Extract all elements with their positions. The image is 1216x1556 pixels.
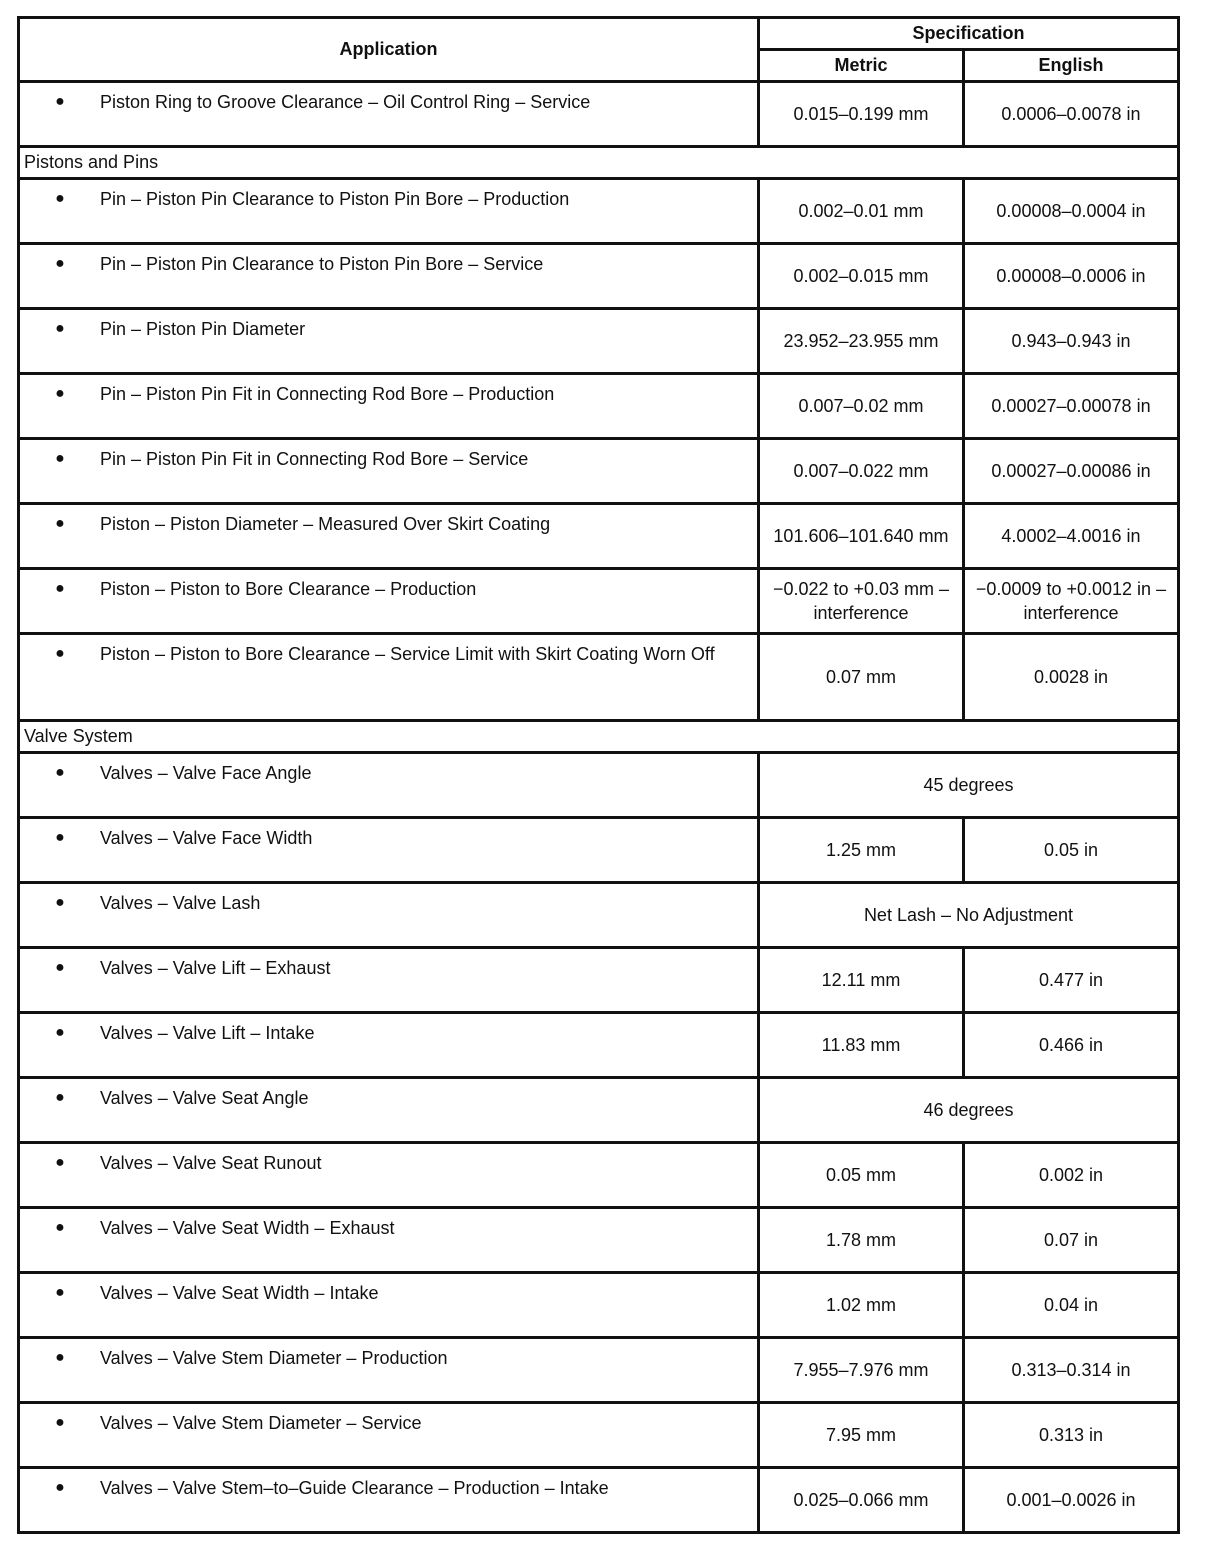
application-cell	[19, 883, 759, 948]
english-value: 0.00008–0.0004 in	[964, 179, 1179, 244]
application-text: Valves – Valve Seat Runout	[100, 1153, 322, 1173]
bullet-icon: ●	[55, 190, 65, 207]
english-value: 4.0002–4.0016 in	[964, 504, 1179, 569]
application-cell	[19, 569, 759, 634]
application-cell	[19, 1078, 759, 1143]
application-text: Pin – Piston Pin Diameter	[100, 319, 306, 339]
application-cell	[19, 1208, 759, 1273]
table-row	[19, 244, 1179, 309]
application-cell	[19, 818, 759, 883]
table-row	[19, 1013, 1179, 1078]
table-row	[19, 634, 1179, 721]
bullet-icon: ●	[55, 385, 65, 402]
metric-value: 1.25 mm	[759, 818, 964, 883]
english-value: 0.477 in	[964, 948, 1179, 1013]
bullet-icon: ●	[55, 894, 65, 911]
bullet-icon: ●	[55, 580, 65, 597]
application-text: Pin – Piston Pin Clearance to Piston Pin Bore – Service	[100, 254, 544, 274]
metric-value: 1.02 mm	[759, 1273, 964, 1338]
english-value: 0.00027–0.00078 in	[964, 374, 1179, 439]
spec-value: 45 degrees	[759, 753, 1179, 818]
application-cell	[19, 439, 759, 504]
application-cell	[19, 179, 759, 244]
bullet-icon: ●	[55, 1219, 65, 1236]
application-text: Valves – Valve Stem–to–Guide Clearance – Production – Intake	[100, 1478, 609, 1498]
application-text: Piston – Piston to Bore Clearance – Production	[100, 579, 477, 599]
section-row	[19, 721, 1179, 753]
metric-value-line: interference	[813, 603, 909, 623]
application-text: Valves – Valve Seat Width – Intake	[100, 1283, 379, 1303]
spec-value: 46 degrees	[759, 1078, 1179, 1143]
application-text: Pin – Piston Pin Fit in Connecting Rod Bore – Production	[100, 384, 555, 404]
english-value: 0.313–0.314 in	[964, 1338, 1179, 1403]
bullet-icon: ●	[55, 515, 65, 532]
metric-value: 0.002–0.01 mm	[759, 179, 964, 244]
english-value: 0.07 in	[964, 1208, 1179, 1273]
bullet-icon: ●	[55, 1349, 65, 1366]
application-cell	[19, 1338, 759, 1403]
header-english: English	[964, 50, 1179, 82]
metric-value: 7.95 mm	[759, 1403, 964, 1468]
application-text: Valves – Valve Stem Diameter – Service	[100, 1413, 422, 1433]
english-value-line: interference	[1023, 603, 1119, 623]
bullet-icon: ●	[55, 829, 65, 846]
metric-value-line: −0.022 to +0.03 mm –	[772, 579, 950, 599]
metric-value: 0.015–0.199 mm	[759, 82, 964, 147]
table-row	[19, 948, 1179, 1013]
metric-value: 101.606–101.640 mm	[759, 504, 964, 569]
bullet-icon: ●	[55, 1479, 65, 1496]
application-cell	[19, 244, 759, 309]
table-row	[19, 439, 1179, 504]
bullet-icon: ●	[55, 450, 65, 467]
bullet-icon: ●	[55, 320, 65, 337]
application-text: Valves – Valve Face Angle	[100, 763, 312, 783]
spec-value: Net Lash – No Adjustment	[759, 883, 1179, 948]
application-cell	[19, 634, 759, 721]
application-text: Piston Ring to Groove Clearance – Oil Control Ring – Service	[100, 92, 591, 112]
application-cell	[19, 374, 759, 439]
bullet-icon: ●	[55, 1284, 65, 1301]
english-value: 0.0006–0.0078 in	[964, 82, 1179, 147]
english-value: 0.00027–0.00086 in	[964, 439, 1179, 504]
bullet-icon: ●	[55, 1154, 65, 1171]
application-text: Valves – Valve Lift – Exhaust	[100, 958, 331, 978]
english-value: 0.313 in	[964, 1403, 1179, 1468]
metric-value: 11.83 mm	[759, 1013, 964, 1078]
application-text: Piston – Piston Diameter – Measured Over Skirt Coating	[100, 514, 551, 534]
application-cell	[19, 82, 759, 147]
english-value-line: −0.0009 to +0.0012 in –	[975, 579, 1167, 599]
english-value: 0.002 in	[964, 1143, 1179, 1208]
section-heading: Valve System	[19, 721, 1179, 753]
application-cell	[19, 753, 759, 818]
table-row	[19, 1208, 1179, 1273]
metric-value: 0.007–0.022 mm	[759, 439, 964, 504]
bullet-icon: ●	[55, 255, 65, 272]
application-cell	[19, 1143, 759, 1208]
metric-value: 0.002–0.015 mm	[759, 244, 964, 309]
table-row	[19, 1078, 1179, 1143]
application-cell	[19, 1403, 759, 1468]
bullet-icon: ●	[55, 93, 65, 110]
table-row	[19, 82, 1179, 147]
metric-value	[759, 569, 964, 634]
english-value: 0.00008–0.0006 in	[964, 244, 1179, 309]
application-cell	[19, 1013, 759, 1078]
table-row	[19, 1143, 1179, 1208]
table-row	[19, 569, 1179, 634]
english-value: 0.466 in	[964, 1013, 1179, 1078]
header-application: Application	[19, 18, 759, 82]
application-cell	[19, 1273, 759, 1338]
table-row	[19, 1403, 1179, 1468]
application-cell	[19, 504, 759, 569]
metric-value: 7.955–7.976 mm	[759, 1338, 964, 1403]
table-row	[19, 504, 1179, 569]
table-row	[19, 1273, 1179, 1338]
bullet-icon: ●	[55, 645, 65, 662]
metric-value: 23.952–23.955 mm	[759, 309, 964, 374]
section-heading: Pistons and Pins	[19, 147, 1179, 179]
table-row	[19, 818, 1179, 883]
table-row	[19, 1338, 1179, 1403]
table-row	[19, 1468, 1179, 1533]
table-row	[19, 309, 1179, 374]
application-cell	[19, 309, 759, 374]
section-row	[19, 147, 1179, 179]
application-text: Piston – Piston to Bore Clearance – Service Limit with Skirt Coating Worn Off	[100, 644, 715, 664]
metric-value: 0.05 mm	[759, 1143, 964, 1208]
metric-value: 0.07 mm	[759, 634, 964, 721]
table-row	[19, 374, 1179, 439]
bullet-icon: ●	[55, 959, 65, 976]
table-body	[19, 82, 1179, 1533]
application-text: Valves – Valve Face Width	[100, 828, 313, 848]
application-cell	[19, 1468, 759, 1533]
application-text: Valves – Valve Stem Diameter – Production	[100, 1348, 448, 1368]
table-row	[19, 883, 1179, 948]
english-value: 0.04 in	[964, 1273, 1179, 1338]
bullet-icon: ●	[55, 1414, 65, 1431]
application-text: Pin – Piston Pin Fit in Connecting Rod Bore – Service	[100, 449, 529, 469]
application-text: Valves – Valve Lash	[100, 893, 261, 913]
english-value: 0.001–0.0026 in	[964, 1468, 1179, 1533]
application-cell	[19, 948, 759, 1013]
english-value: 0.943–0.943 in	[964, 309, 1179, 374]
header-specification: Specification	[759, 18, 1179, 50]
header-metric: Metric	[759, 50, 964, 82]
metric-value: 12.11 mm	[759, 948, 964, 1013]
metric-value: 0.007–0.02 mm	[759, 374, 964, 439]
english-value: 0.0028 in	[964, 634, 1179, 721]
specification-table	[17, 16, 1180, 1534]
application-text: Valves – Valve Seat Width – Exhaust	[100, 1218, 395, 1238]
english-value	[964, 569, 1179, 634]
application-text: Pin – Piston Pin Clearance to Piston Pin Bore – Production	[100, 189, 570, 209]
table-row	[19, 179, 1179, 244]
metric-value: 1.78 mm	[759, 1208, 964, 1273]
table-row	[19, 753, 1179, 818]
application-text: Valves – Valve Lift – Intake	[100, 1023, 315, 1043]
bullet-icon: ●	[55, 764, 65, 781]
bullet-icon: ●	[55, 1089, 65, 1106]
application-text: Valves – Valve Seat Angle	[100, 1088, 309, 1108]
english-value: 0.05 in	[964, 818, 1179, 883]
metric-value: 0.025–0.066 mm	[759, 1468, 964, 1533]
bullet-icon: ●	[55, 1024, 65, 1041]
